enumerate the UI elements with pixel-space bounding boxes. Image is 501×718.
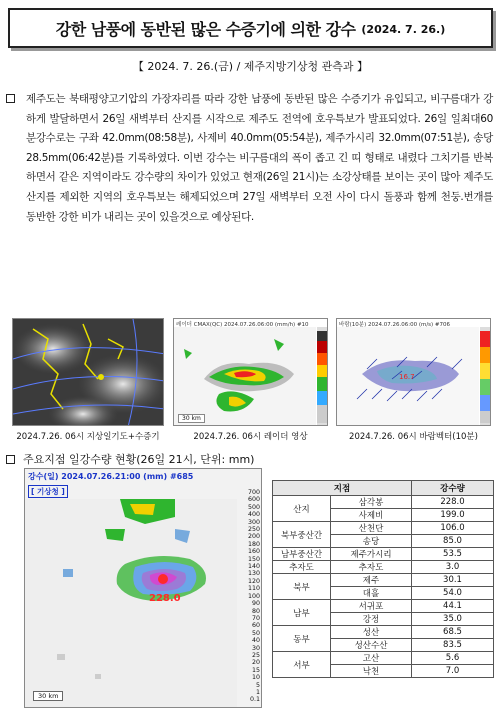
section-heading bbox=[6, 451, 254, 467]
legend-value: 600 bbox=[247, 496, 260, 504]
site-cell: 성산수산 bbox=[331, 639, 412, 652]
site-cell: 송당 bbox=[331, 535, 412, 548]
rainfall-map-header: 강수(일) 2024.07.26.21:00 (mm) #685 bbox=[28, 472, 194, 481]
legend-value: 1 bbox=[255, 688, 260, 696]
site-cell: 낙천 bbox=[331, 665, 412, 678]
amount-cell: 68.5 bbox=[412, 626, 494, 639]
table-header-site: 지점 bbox=[273, 481, 412, 496]
amount-cell: 30.1 bbox=[412, 574, 494, 587]
amount-cell: 54.0 bbox=[412, 587, 494, 600]
legend-value: 90 bbox=[251, 600, 260, 608]
table-row bbox=[273, 496, 494, 509]
rainfall-map-scale-bar: 30 km bbox=[33, 691, 63, 701]
legend-value: 150 bbox=[247, 555, 260, 563]
radar-header: 레이더 CMAX(QC) 2024.07.26.06:00 (mm/h) #10 bbox=[176, 322, 309, 328]
legend-value: 60 bbox=[251, 622, 260, 630]
document-title-box bbox=[8, 8, 493, 48]
radar-caption: 2024.7.26. 06시 레이더 영상 bbox=[193, 432, 308, 442]
region-cell: 남부 bbox=[273, 600, 331, 626]
legend-value: 15 bbox=[251, 666, 260, 674]
amount-cell: 85.0 bbox=[412, 535, 494, 548]
wind-header: 바람(10분) 2024.07.26.06:00 (m/s) #706 bbox=[339, 322, 451, 328]
document-title-date: (2024. 7. 26.) bbox=[361, 23, 446, 36]
legend-value: 250 bbox=[247, 526, 260, 534]
rainfall-table-body bbox=[273, 496, 494, 678]
table-row bbox=[273, 626, 494, 639]
legend-value: 300 bbox=[247, 518, 260, 526]
peak-rain-label: 228.0 bbox=[149, 593, 181, 604]
region-cell: 남부중산간 bbox=[273, 548, 331, 561]
table-row bbox=[273, 600, 494, 613]
wind-vector-graphic bbox=[337, 319, 491, 426]
table-header-amount: 강수량 bbox=[412, 481, 494, 496]
amount-cell: 53.5 bbox=[412, 548, 494, 561]
svg-text:16.7: 16.7 bbox=[399, 373, 415, 381]
legend-value: 50 bbox=[251, 629, 260, 637]
table-row bbox=[273, 561, 494, 574]
legend-value: 110 bbox=[247, 585, 260, 593]
amount-cell: 106.0 bbox=[412, 522, 494, 535]
legend-value: 700 bbox=[247, 489, 260, 496]
site-cell: 대흘 bbox=[331, 587, 412, 600]
amount-cell: 199.0 bbox=[412, 509, 494, 522]
legend-value: 5 bbox=[255, 681, 260, 689]
site-cell: 고산 bbox=[331, 652, 412, 665]
radar-graphic bbox=[174, 319, 328, 426]
legend-value: 130 bbox=[247, 570, 260, 578]
legend-value: 40 bbox=[251, 637, 260, 645]
radar-image bbox=[173, 318, 328, 426]
amount-cell: 44.1 bbox=[412, 600, 494, 613]
weather-chart-image bbox=[12, 318, 164, 426]
legend-value: 400 bbox=[247, 511, 260, 519]
table-row bbox=[273, 652, 494, 665]
legend-value: 30 bbox=[251, 644, 260, 652]
region-cell: 북부 bbox=[273, 574, 331, 600]
square-bullet-icon bbox=[6, 455, 15, 464]
amount-cell: 83.5 bbox=[412, 639, 494, 652]
legend-value: 10 bbox=[251, 674, 260, 682]
legend-value: 200 bbox=[247, 533, 260, 541]
amount-cell: 5.6 bbox=[412, 652, 494, 665]
legend-value: 120 bbox=[247, 577, 260, 585]
region-cell: 동부 bbox=[273, 626, 331, 652]
site-cell: 삼각봉 bbox=[331, 496, 412, 509]
region-cell: 산지 bbox=[273, 496, 331, 522]
legend-value: 180 bbox=[247, 540, 260, 548]
issuer-line: 【 2024. 7. 26.(금) / 제주지방기상청 관측과 】 bbox=[132, 60, 369, 73]
site-cell: 사제비 bbox=[331, 509, 412, 522]
weather-chart-caption: 2024.7.26. 06시 지상일기도+수증기 bbox=[16, 432, 160, 442]
wind-vector-caption: 2024.7.26. 06시 바람벡터(10분) bbox=[349, 432, 478, 442]
region-cell: 서부 bbox=[273, 652, 331, 678]
site-cell: 산천단 bbox=[331, 522, 412, 535]
weather-chart-graphic bbox=[13, 319, 164, 426]
amount-cell: 3.0 bbox=[412, 561, 494, 574]
square-bullet-icon bbox=[6, 94, 15, 103]
legend-value: 0.1 bbox=[249, 696, 260, 704]
rainfall-map-graphic bbox=[25, 469, 262, 708]
rainfall-table bbox=[272, 480, 494, 678]
summary-text: 제주도는 북태평양고기압의 가장자리를 따라 강한 남풍에 동반된 많은 수증기가 유입되고, 비구름대가 강하게 발달하면서 26일 새벽부터 산지를 시작으로 제주도 전역에 호우특보가 발표되었다. 26일 일최대60분강수로는 구좌 42.0mm(08:58분), 사제비 40.0mm(05:54분), 제주가시리 32.0mm(07:51분), 송당 28.5mm(06:42분)를 기록하였다. 이번 강수는 비구름대의 폭이 좁고 긴 띠 형태로 내렸다 그치기를 반복하면서 같은 지역이라도 강수량의 차이가 있었고 현재(26일 21시)는 소강상태를 보이는 곳이 많아 제주도 산지를 제외한 지역의 호우특보는 해제되었으며 27일 새벽부터 오전 사이 다시 돌풍과 함께 천둥.번개를 동반한 강한 비가 내리는 곳이 있을것으로 예상된다. bbox=[26, 93, 493, 223]
region-cell: 추자도 bbox=[273, 561, 331, 574]
wind-vector-image bbox=[336, 318, 491, 426]
site-cell: 서귀포 bbox=[331, 600, 412, 613]
summary-paragraph bbox=[6, 90, 493, 227]
table-row bbox=[273, 522, 494, 535]
amount-cell: 35.0 bbox=[412, 613, 494, 626]
rainfall-legend-values bbox=[237, 489, 261, 704]
table-row bbox=[273, 548, 494, 561]
rainfall-map bbox=[24, 468, 262, 708]
rainfall-legend bbox=[237, 489, 261, 705]
legend-value: 160 bbox=[247, 548, 260, 556]
kma-logo-label: [ 기상청 ] bbox=[28, 485, 68, 498]
radar-scale-bar: 30 km bbox=[178, 414, 205, 423]
legend-value: 500 bbox=[247, 503, 260, 511]
section-heading-text: 주요지점 일강수량 현황(26일 21시, 단위: mm) bbox=[23, 453, 255, 466]
table-row bbox=[273, 574, 494, 587]
document-title: 강한 남풍에 동반된 많은 수증기에 의한 강수 bbox=[55, 19, 356, 39]
amount-cell: 228.0 bbox=[412, 496, 494, 509]
legend-value: 100 bbox=[247, 592, 260, 600]
legend-value: 25 bbox=[251, 651, 260, 659]
legend-value: 70 bbox=[251, 614, 260, 622]
legend-value: 80 bbox=[251, 607, 260, 615]
site-cell: 성산 bbox=[331, 626, 412, 639]
legend-value: 140 bbox=[247, 563, 260, 571]
site-cell: 강정 bbox=[331, 613, 412, 626]
region-cell: 북부중산간 bbox=[273, 522, 331, 548]
legend-value: 20 bbox=[251, 659, 260, 667]
site-cell: 추자도 bbox=[331, 561, 412, 574]
site-cell: 제주 bbox=[331, 574, 412, 587]
site-cell: 제주가시리 bbox=[331, 548, 412, 561]
amount-cell: 7.0 bbox=[412, 665, 494, 678]
